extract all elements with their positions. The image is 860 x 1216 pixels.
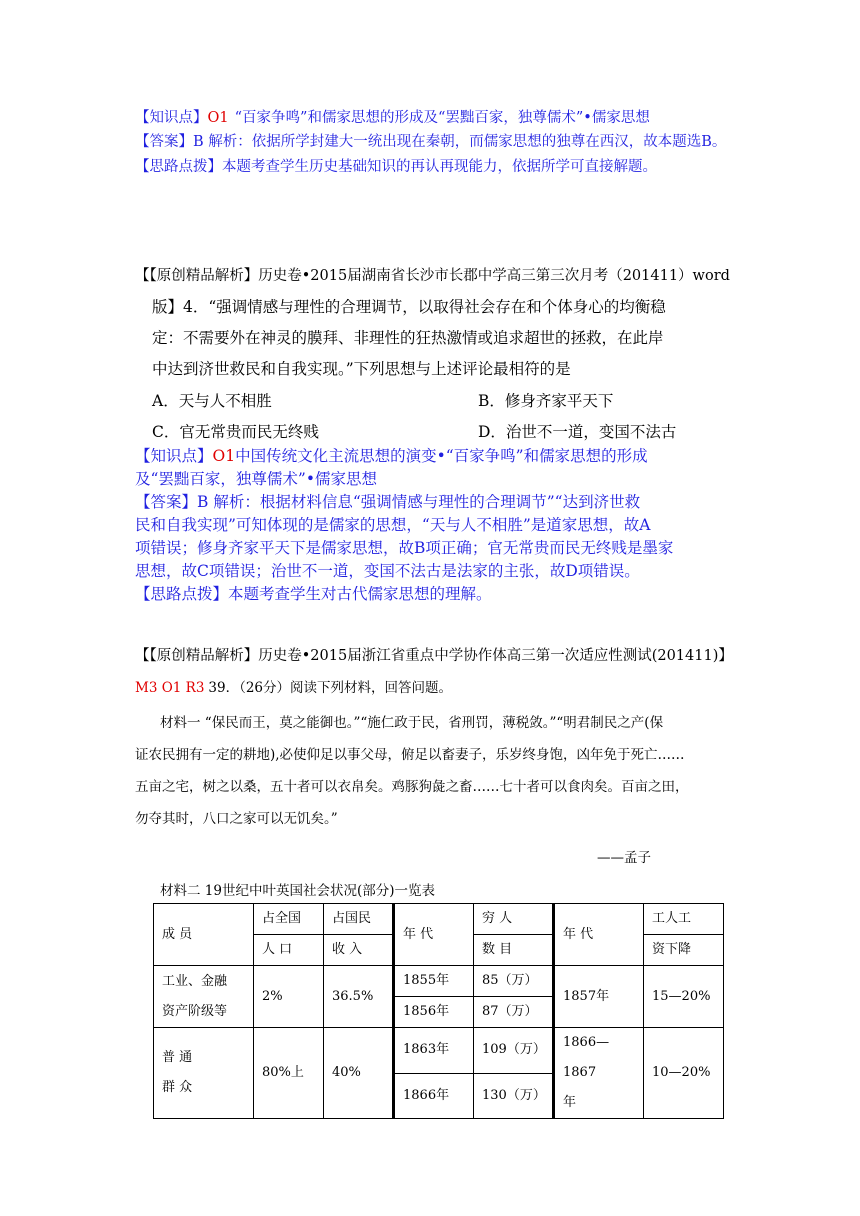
- row2-income: 40%: [324, 1028, 394, 1119]
- tip-2: 【思路点拨】本题考查学生对古代儒家思想的理解。: [135, 585, 492, 603]
- material-1-line-2: 证农民拥有一定的耕地),必使仰足以事父母，俯足以畜妻子，乐岁终身饱，凶年免于死亡……: [135, 747, 685, 763]
- question-line-1: 版】4．“强调情感与理性的合理调节，以取得社会存在和个体身心的均衡稳: [152, 298, 666, 316]
- answer-2-line-1: 【答案】B 解析：根据材料信息“强调情感与理性的合理调节”“达到济世救: [135, 493, 641, 511]
- option-b: B．修身齐家平天下: [478, 392, 614, 410]
- header-wage: 工人工: [644, 904, 724, 935]
- material-1-line-3: 五亩之宅，树之以桑，五十者可以衣帛矣。鸡豚狗彘之畜……七十者可以食肉矣。百亩之田，: [135, 779, 689, 795]
- header-population-2: 人 口: [254, 935, 324, 966]
- option-d: D．治世不一道，变国不法古: [478, 423, 677, 441]
- header-population: 占全国: [254, 904, 324, 935]
- society-table: [153, 903, 724, 1119]
- material-1-source: ——孟子: [597, 850, 651, 866]
- question-line-2: 定：不需要外在神灵的膜拜、非理性的狂热激情或追求超世的拯救，在此岸: [152, 329, 664, 347]
- row1-poor-1: 85（万）: [474, 966, 554, 997]
- header-wage-2: 资下降: [644, 935, 724, 966]
- option-c: C．官无常贵而民无终贱: [152, 423, 319, 441]
- row2-poor-1: 109（万）: [474, 1028, 554, 1074]
- row2-year-1: 1863年: [394, 1028, 474, 1074]
- row1-member: 工业、金融 资产阶级等: [154, 966, 254, 1028]
- answer-2-line-3: 项错误；修身齐家平天下是儒家思想，故B项正确；官无常贵而民无终贱是墨家: [135, 539, 674, 557]
- knowledge-point-2-cont: 及“罢黜百家，独尊儒术”•儒家思想: [135, 470, 377, 488]
- header-poor-2: 数 目: [474, 935, 554, 966]
- header-poor: 穷 人: [474, 904, 554, 935]
- table-row: [154, 966, 724, 997]
- header-income-2: 收 入: [324, 935, 394, 966]
- source-header-2: 【【原创精品解析】历史卷•2015届湖南省长沙市长郡中学高三第三次月考（201411）word: [135, 268, 730, 284]
- material-1-line-1: 材料一 “保民而王，莫之能御也。”“施仁政于民，省刑罚，薄税敛。”“明君制民之产(保: [160, 715, 664, 731]
- material-1-line-4: 勿夺其时，八口之家可以无饥矣。”: [135, 811, 338, 827]
- material-2-title: 材料二 19世纪中叶英国社会状况(部分)一览表: [160, 883, 436, 899]
- answer-2-line-2: 民和自我实现”可知体现的是儒家的思想，“天与人不相胜”是道家思想，故A: [135, 516, 651, 534]
- question-39: M3 O1 R3 39．（26分）阅读下列材料，回答问题。: [135, 680, 453, 696]
- row1-year-1: 1855年: [394, 966, 474, 997]
- header-member: 成 员: [154, 904, 254, 966]
- knowledge-point-1: 【知识点】O1 “百家争鸣”和儒家思想的形成及“罢黜百家，独尊儒术”•儒家思想: [135, 110, 650, 126]
- row1-poor-2: 87（万）: [474, 997, 554, 1028]
- knowledge-point-2: 【知识点】O1中国传统文化主流思想的演变•“百家争鸣”和儒家思想的形成: [135, 447, 648, 465]
- row1-year-2: 1856年: [394, 997, 474, 1028]
- answer-1: 【答案】B 解析：依据所学封建大一统出现在秦朝，而儒家思想的独尊在西汉，故本题选B。: [135, 134, 727, 150]
- row1-wage: 15—20%: [644, 966, 724, 1028]
- row1-income: 36.5%: [324, 966, 394, 1028]
- row2-year2: 1866—1867 年: [554, 1028, 644, 1119]
- row2-member: 普 通 群 众: [154, 1028, 254, 1119]
- row2-year-2: 1866年: [394, 1073, 474, 1119]
- header-income: 占国民: [324, 904, 394, 935]
- header-year: 年 代: [394, 904, 474, 966]
- row2-wage: 10—20%: [644, 1028, 724, 1119]
- question-line-3: 中达到济世救民和自我实现。”下列思想与上述评论最相符的是: [152, 360, 571, 378]
- table-row: [154, 1028, 724, 1074]
- source-header-3: 【【原创精品解析】历史卷•2015届浙江省重点中学协作体高三第一次适应性测试(201411)】: [135, 648, 733, 664]
- tip-1: 【思路点拨】本题考查学生历史基础知识的再认再现能力，依据所学可直接解题。: [135, 159, 657, 175]
- answer-2-line-4: 思想，故C项错误；治世不一道，变国不法古是法家的主张，故D项错误。: [135, 562, 640, 580]
- row1-year2: 1857年: [554, 966, 644, 1028]
- header-year-2: 年 代: [554, 904, 644, 966]
- table-header-row: [154, 904, 724, 935]
- row2-population: 80%上: [254, 1028, 324, 1119]
- option-a: A．天与人不相胜: [152, 392, 272, 410]
- row1-population: 2%: [254, 966, 324, 1028]
- row2-poor-2: 130（万）: [474, 1073, 554, 1119]
